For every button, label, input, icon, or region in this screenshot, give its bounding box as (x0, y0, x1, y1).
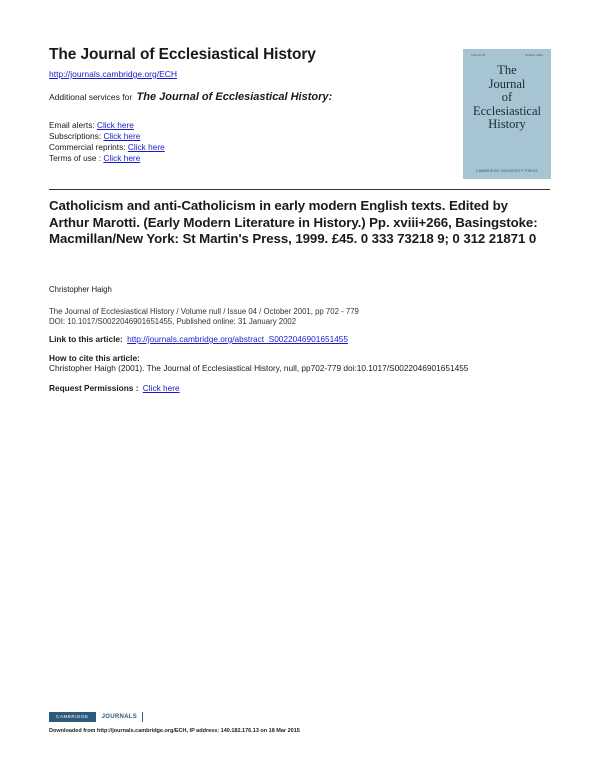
cambridge-journals-logo (49, 712, 143, 722)
service-label: Terms of use : (49, 153, 102, 163)
article-metadata (49, 307, 359, 326)
citation-line: The Journal of Ecclesiastical History / Volume null / Issue 04 / October 2001, pp 702 - 779 (49, 307, 359, 316)
header-divider (49, 189, 550, 190)
cover-title-line: Journal (488, 76, 526, 91)
article-author: Christopher Haigh (49, 285, 112, 294)
service-label: Subscriptions: (49, 131, 102, 141)
services-journal-name: The Journal of Ecclesiastical History: (136, 91, 333, 103)
request-permissions (49, 383, 180, 393)
commercial-reprints-link[interactable]: Click here (127, 142, 165, 152)
service-email-alerts (49, 120, 165, 131)
cover-title-line: History (488, 117, 526, 131)
email-alerts-link[interactable]: Click here (96, 120, 134, 130)
article-link-line (49, 334, 348, 344)
article-title: Catholicism and anti-Catholicism in early modern English texts. Edited by Arthur Marotti. (Early Modern Literature in History.) Pp. xviii+266, Basingstoke: Macmillan/New York: St Martin's Press, 1999. £45. 0 333 73218 9; 0 312 21871 0 (49, 198, 538, 246)
terms-of-use-link[interactable]: Click here (103, 153, 141, 163)
journal-url-link[interactable]: http://journals.cambridge.org/ECH (49, 69, 178, 79)
additional-services (49, 91, 332, 103)
journal-title: The Journal of Ecclesiastical History (49, 46, 316, 63)
service-subscriptions (49, 131, 165, 142)
journal-cover-image (463, 49, 551, 179)
service-commercial-reprints (49, 142, 165, 153)
service-label: Email alerts: (49, 120, 95, 130)
doi-line: DOI: 10.1017/S0022046901651455, Published online: 31 January 2002 (49, 316, 297, 326)
permissions-label: Request Permissions : (49, 383, 139, 393)
cite-heading: How to cite this article: (49, 353, 140, 363)
cover-title-line: Ecclesiastical (472, 103, 542, 118)
service-label: Commercial reprints: (49, 142, 126, 152)
cover-date: October 2001 (524, 53, 543, 57)
cover-publisher: CAMBRIDGE UNIVERSITY PRESS (476, 169, 538, 173)
cover-title-line: of (501, 90, 513, 104)
permissions-link[interactable]: Click here (142, 383, 180, 393)
service-terms-of-use (49, 153, 165, 164)
subscriptions-link[interactable]: Click here (103, 131, 141, 141)
logo-separator (142, 712, 143, 722)
cover-top-line (471, 53, 543, 57)
logo-journals: JOURNALS (101, 714, 138, 720)
link-label: Link to this article: (49, 334, 123, 344)
cover-volume: Volume 52 (471, 53, 486, 57)
logo-cambridge: CAMBRIDGE (49, 712, 96, 722)
download-note: Downloaded from http://journals.cambridge.org/ECH, IP address: 140.182.176.13 on 18 Mar 2015 (49, 728, 300, 734)
article-abstract-link[interactable]: http://journals.cambridge.org/abstract_S0022046901651455 (127, 334, 349, 344)
services-prefix: Additional services for (49, 92, 133, 102)
cover-title-line: The (497, 63, 517, 77)
services-list (49, 120, 165, 164)
cite-text: Christopher Haigh (2001). The Journal of Ecclesiastical History, null, pp702-779 doi:10.1017/S0022046901651455 (49, 363, 469, 373)
cover-title (463, 64, 551, 132)
